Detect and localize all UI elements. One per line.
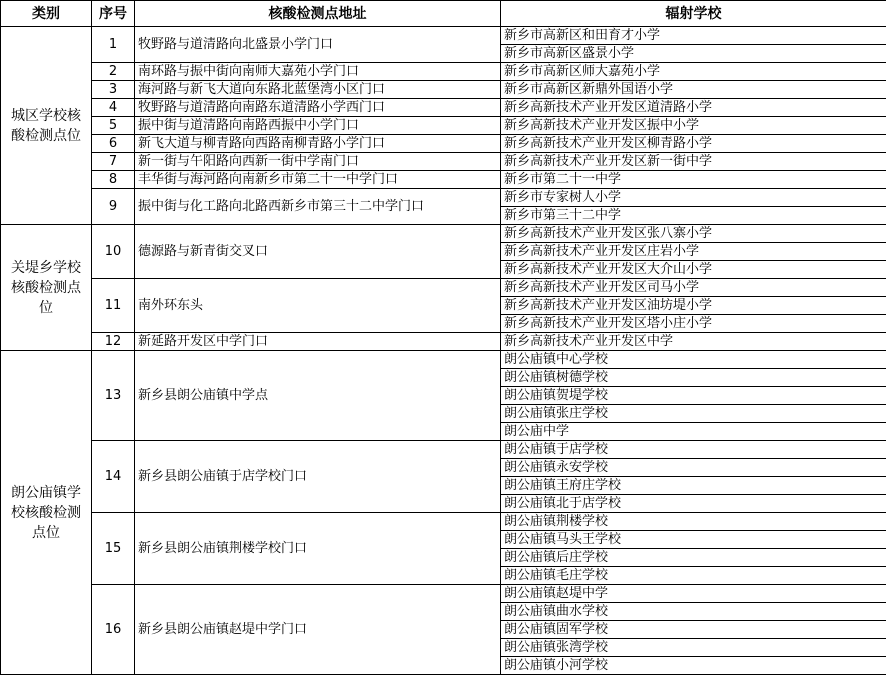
header-row (1, 1, 886, 27)
table-row (1, 99, 886, 117)
table-row (1, 513, 886, 531)
school-cell: 朗公庙镇荆楼学校 (501, 513, 886, 531)
school-cell: 新乡高新技术产业开发区庄岩小学 (501, 243, 886, 261)
category-cell: 关堤乡学校核酸检测点位 (1, 225, 92, 351)
category-cell: 城区学校核酸检测点位 (1, 27, 92, 225)
table-row (1, 153, 886, 171)
school-cell: 朗公庙中学 (501, 423, 886, 441)
school-cell: 新乡市高新区和田育才小学 (501, 27, 886, 45)
address-cell: 振中街与化工路向北路西新乡市第三十二中学门口 (135, 189, 501, 225)
address-cell: 新乡县朗公庙镇于店学校门口 (135, 441, 501, 513)
school-cell: 朗公庙镇固军学校 (501, 621, 886, 639)
address-cell: 新乡县朗公庙镇赵堤中学门口 (135, 585, 501, 675)
school-cell: 朗公庙镇中心学校 (501, 351, 886, 369)
table-row (1, 135, 886, 153)
school-cell: 朗公庙镇永安学校 (501, 459, 886, 477)
table-body (1, 27, 886, 675)
school-cell: 朗公庙镇赵堤中学 (501, 585, 886, 603)
seq-cell: 6 (92, 135, 135, 153)
address-cell: 新一街与午阳路向西新一街中学南门口 (135, 153, 501, 171)
address-cell: 新延路开发区中学门口 (135, 333, 501, 351)
table-row (1, 333, 886, 351)
school-cell: 新乡市专家树人小学 (501, 189, 886, 207)
table-row (1, 225, 886, 243)
school-cell: 朗公庙镇毛庄学校 (501, 567, 886, 585)
table-row (1, 117, 886, 135)
address-cell: 牧野路与道清路向南路东道清路小学西门口 (135, 99, 501, 117)
school-cell: 新乡高新技术产业开发区油坊堤小学 (501, 297, 886, 315)
address-cell: 南环路与振中街向南师大嘉苑小学门口 (135, 63, 501, 81)
school-cell: 朗公庙镇曲水学校 (501, 603, 886, 621)
table-row (1, 63, 886, 81)
school-cell: 新乡高新技术产业开发区振中小学 (501, 117, 886, 135)
seq-cell: 4 (92, 99, 135, 117)
seq-cell: 9 (92, 189, 135, 225)
address-cell: 振中街与道清路向南路西振中小学门口 (135, 117, 501, 135)
address-cell: 海河路与新飞大道向东路北蓝堡湾小区门口 (135, 81, 501, 99)
header-category: 类别 (1, 1, 92, 27)
school-cell: 新乡市高新区新鼎外国语小学 (501, 81, 886, 99)
school-cell: 朗公庙镇贺堤学校 (501, 387, 886, 405)
seq-cell: 11 (92, 279, 135, 333)
table-row (1, 279, 886, 297)
school-cell: 朗公庙镇张庄学校 (501, 405, 886, 423)
address-cell: 丰华街与海河路向南新乡市第二十一中学门口 (135, 171, 501, 189)
school-cell: 朗公庙镇王府庄学校 (501, 477, 886, 495)
seq-cell: 3 (92, 81, 135, 99)
school-cell: 新乡市高新区盛景小学 (501, 45, 886, 63)
table-row (1, 81, 886, 99)
table-row (1, 351, 886, 369)
school-cell: 新乡高新技术产业开发区道清路小学 (501, 99, 886, 117)
school-cell: 新乡高新技术产业开发区司马小学 (501, 279, 886, 297)
seq-cell: 14 (92, 441, 135, 513)
address-cell: 南外环东头 (135, 279, 501, 333)
seq-cell: 13 (92, 351, 135, 441)
school-cell: 新乡市高新区师大嘉苑小学 (501, 63, 886, 81)
school-cell: 新乡高新技术产业开发区新一街中学 (501, 153, 886, 171)
school-cell: 新乡高新技术产业开发区张八寨小学 (501, 225, 886, 243)
header-seq: 序号 (92, 1, 135, 27)
category-cell: 朗公庙镇学校核酸检测点位 (1, 351, 92, 675)
seq-cell: 5 (92, 117, 135, 135)
school-cell: 新乡市第三十二中学 (501, 207, 886, 225)
seq-cell: 7 (92, 153, 135, 171)
school-cell: 朗公庙镇北于店学校 (501, 495, 886, 513)
school-cell: 新乡高新技术产业开发区塔小庄小学 (501, 315, 886, 333)
header-schools: 辐射学校 (501, 1, 886, 27)
seq-cell: 1 (92, 27, 135, 63)
school-cell: 朗公庙镇于店学校 (501, 441, 886, 459)
school-cell: 朗公庙镇树德学校 (501, 369, 886, 387)
school-cell: 新乡高新技术产业开发区大介山小学 (501, 261, 886, 279)
seq-cell: 16 (92, 585, 135, 675)
table-row (1, 441, 886, 459)
table-row (1, 189, 886, 207)
seq-cell: 10 (92, 225, 135, 279)
table-row (1, 171, 886, 189)
school-cell: 新乡高新技术产业开发区柳青路小学 (501, 135, 886, 153)
header-address: 核酸检测点地址 (135, 1, 501, 27)
table-row (1, 585, 886, 603)
seq-cell: 15 (92, 513, 135, 585)
address-cell: 德源路与新青街交叉口 (135, 225, 501, 279)
school-cell: 朗公庙镇马头王学校 (501, 531, 886, 549)
address-cell: 牧野路与道清路向北盛景小学门口 (135, 27, 501, 63)
school-cell: 朗公庙镇张湾学校 (501, 639, 886, 657)
table-row (1, 27, 886, 45)
address-cell: 新飞大道与柳青路向西路南柳青路小学门口 (135, 135, 501, 153)
address-cell: 新乡县朗公庙镇中学点 (135, 351, 501, 441)
seq-cell: 8 (92, 171, 135, 189)
seq-cell: 2 (92, 63, 135, 81)
school-cell: 朗公庙镇后庄学校 (501, 549, 886, 567)
school-cell: 新乡市第二十一中学 (501, 171, 886, 189)
address-cell: 新乡县朗公庙镇荆楼学校门口 (135, 513, 501, 585)
seq-cell: 12 (92, 333, 135, 351)
school-cell: 新乡高新技术产业开发区中学 (501, 333, 886, 351)
school-cell: 朗公庙镇小河学校 (501, 657, 886, 675)
